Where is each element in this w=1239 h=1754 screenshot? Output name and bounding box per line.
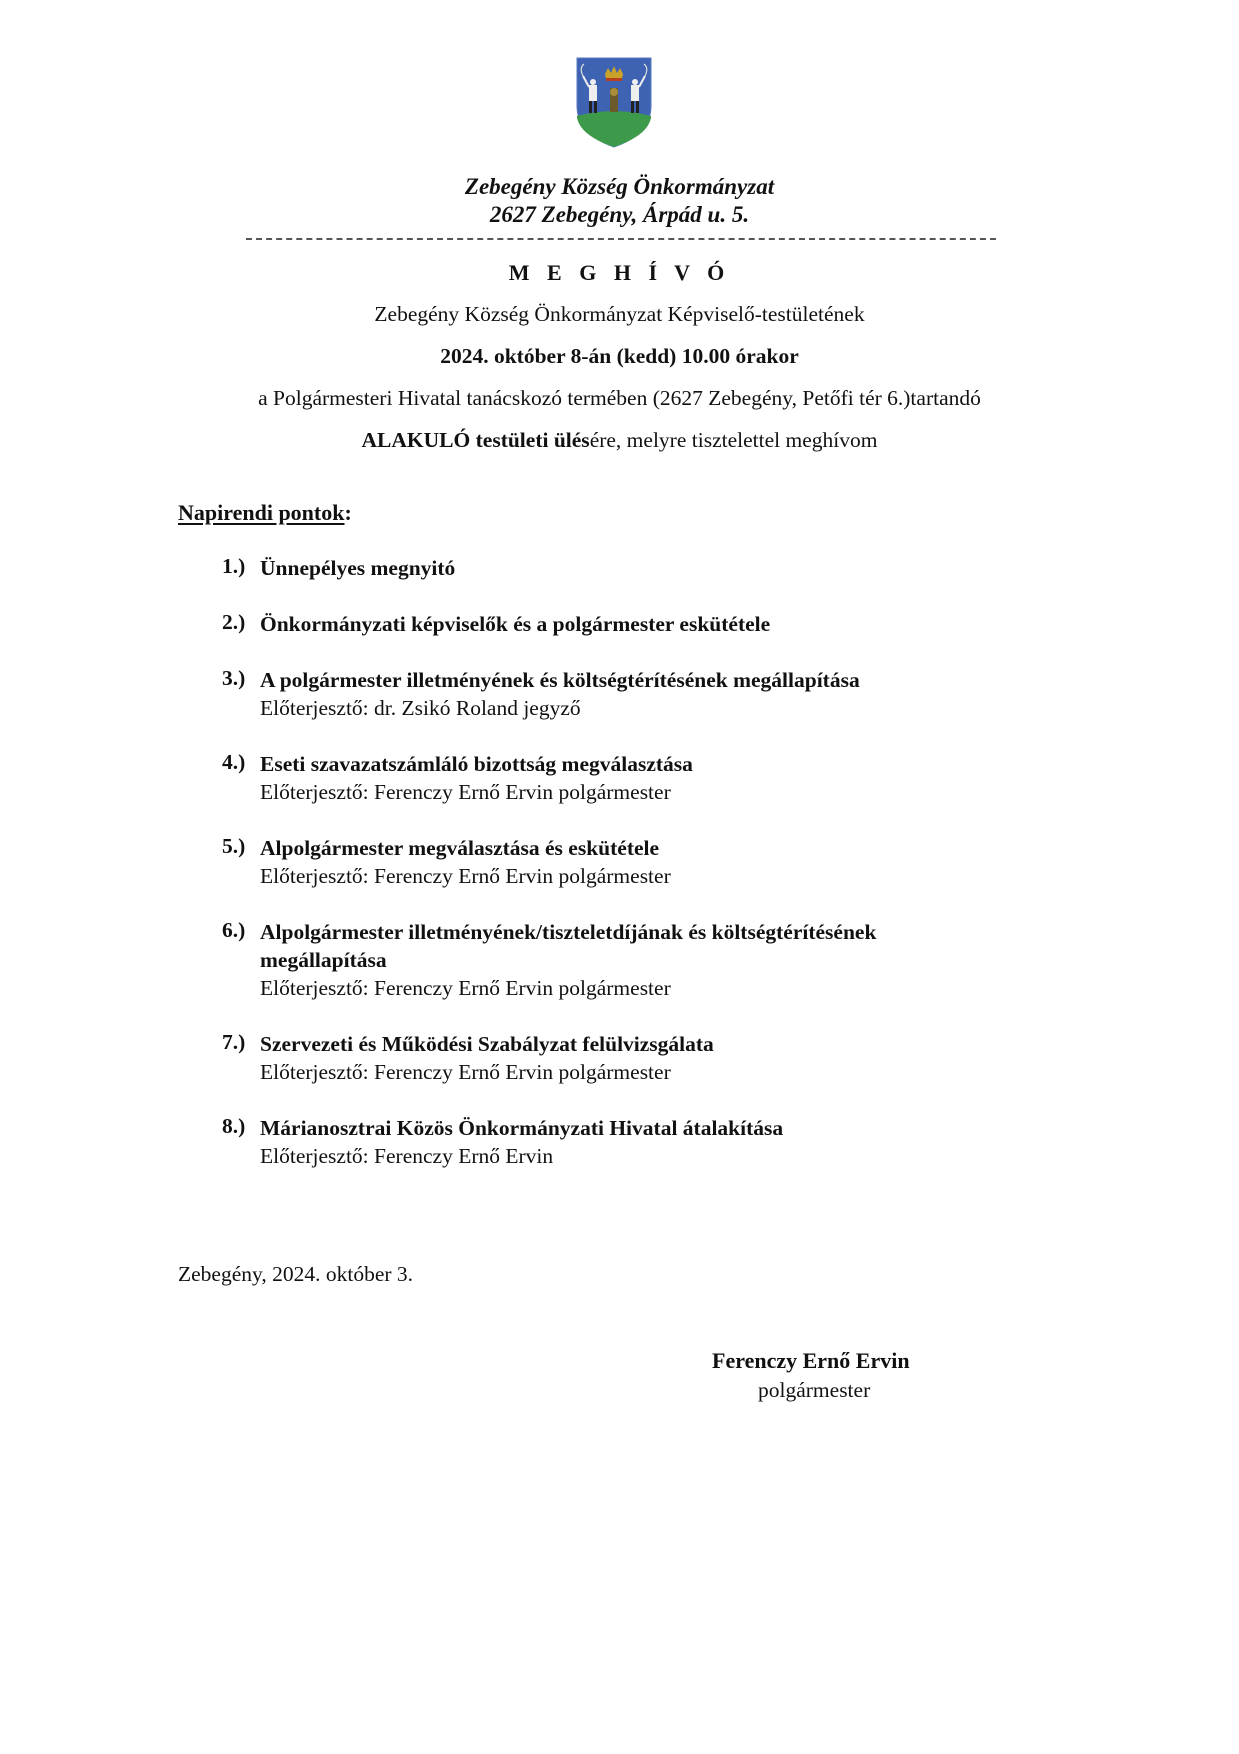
invitation-closing: ére, melyre tisztelettel meghívom [589,428,878,452]
agenda-item-title: A polgármester illetményének és költségtérítésének megállapítása [260,668,860,692]
agenda-item-number: 5.) [222,834,246,858]
meeting-type-a: ALAKULÓ [361,428,471,452]
meeting-datetime: 2024. október 8-án (kedd) 10.00 órakor [440,344,799,368]
document-title: M E G H Í V Ó [508,260,731,285]
agenda-item-presenter: Előterjesztő: Ferenczy Ernő Ervin polgármester [260,780,671,804]
agenda-item-title: Ünnepélyes megnyitó [260,556,456,580]
agenda-item-presenter: Előterjesztő: dr. Zsikó Roland jegyző [260,696,581,720]
agenda-item-number: 6.) [222,918,246,942]
agenda-item-title: Önkormányzati képviselők és a polgármester eskütétele [260,612,771,636]
agenda-item-title: Eseti szavazatszámláló bizottság megválasztása [260,752,693,776]
agenda-item-title: Alpolgármester illetményének/tiszteletdíjának és költségtérítésének megállapítása [260,920,877,972]
agenda-item-title: Márianosztrai Közös Önkormányzati Hivatal átalakítása [260,1116,784,1140]
agenda-item-presenter: Előterjesztő: Ferenczy Ernő Ervin polgármester [260,864,671,888]
header-divider [246,238,996,240]
agenda-heading-colon: : [344,500,352,525]
signatory-role: polgármester [758,1378,871,1402]
agenda-heading-text: Napirendi pontok [178,500,345,525]
agenda-item-number: 3.) [222,666,246,690]
agenda-item-title: Szervezeti és Működési Szabályzat felülvizsgálata [260,1032,714,1056]
agenda-item-number: 4.) [222,750,246,774]
meeting-type-b: testületi ülés [475,428,590,452]
agenda-item-number: 8.) [222,1114,246,1138]
agenda-item-presenter: Előterjesztő: Ferenczy Ernő Ervin polgármester [260,976,671,1000]
agenda-item-presenter: Előterjesztő: Ferenczy Ernő Ervin [260,1144,554,1168]
place-and-date: Zebegény, 2024. október 3. [178,1262,414,1286]
invitation-addressee: Zebegény Község Önkormányzat Képviselő-testületének [374,302,865,326]
agenda-item-number: 1.) [222,554,246,578]
org-name: Zebegény Község Önkormányzat [464,174,775,199]
agenda-item-number: 2.) [222,610,246,634]
agenda-heading [178,500,352,526]
meeting-type-line [0,428,1239,453]
meeting-location: a Polgármesteri Hivatal tanácskozó termében (2627 Zebegény, Petőfi tér 6.)tartandó [258,386,981,410]
signatory-name: Ferenczy Ernő Ervin [712,1348,910,1373]
coat-of-arms-icon [573,54,655,150]
agenda-item-title: Alpolgármester megválasztása és eskütétele [260,836,660,860]
agenda-item-presenter: Előterjesztő: Ferenczy Ernő Ervin polgármester [260,1060,671,1084]
agenda-item-number: 7.) [222,1030,246,1054]
org-address: 2627 Zebegény, Árpád u. 5. [489,202,750,227]
